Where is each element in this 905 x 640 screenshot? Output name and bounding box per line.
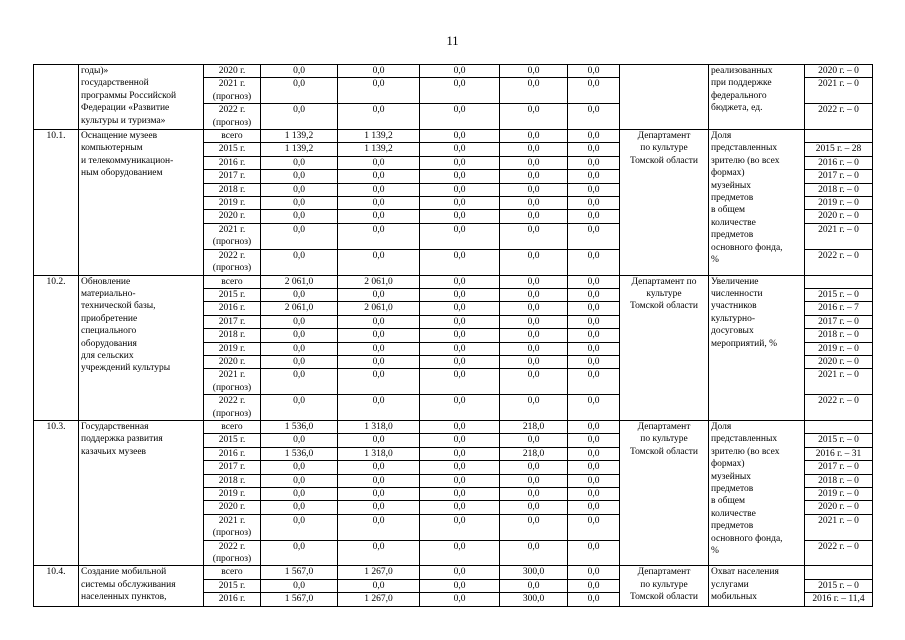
total-value: 0,0 <box>261 223 338 249</box>
other-value: 0,0 <box>568 593 620 606</box>
regional-value: 2 061,0 <box>338 275 420 288</box>
local-value: 0,0 <box>500 170 568 183</box>
local-value: 0,0 <box>500 579 568 592</box>
other-value: 0,0 <box>568 342 620 355</box>
other-value: 0,0 <box>568 369 620 395</box>
local-value: 0,0 <box>500 355 568 368</box>
year-cell: 2017 г. <box>204 315 261 328</box>
local-value: 0,0 <box>500 342 568 355</box>
local-value: 0,0 <box>500 249 568 275</box>
total-value: 0,0 <box>261 78 338 104</box>
indicator-target: 2020 г. – 0 <box>805 501 873 514</box>
year-cell: 2021 г. (прогноз) <box>204 223 261 249</box>
total-value: 0,0 <box>261 249 338 275</box>
total-value: 0,0 <box>261 104 338 130</box>
table-row <box>34 130 873 143</box>
other-value: 0,0 <box>568 355 620 368</box>
total-value: 0,0 <box>261 170 338 183</box>
total-value: 0,0 <box>261 197 338 210</box>
federal-value: 0,0 <box>420 355 500 368</box>
year-cell: 2020 г. <box>204 210 261 223</box>
other-value: 0,0 <box>568 156 620 169</box>
regional-value: 0,0 <box>338 223 420 249</box>
regional-value: 0,0 <box>338 501 420 514</box>
year-cell: 2021 г. (прогноз) <box>204 369 261 395</box>
indicator-target: 2018 г. – 0 <box>805 183 873 196</box>
local-value: 0,0 <box>500 130 568 143</box>
indicator-target: 2019 г. – 0 <box>805 197 873 210</box>
total-value: 0,0 <box>261 474 338 487</box>
indicator-target <box>805 420 873 433</box>
total-value: 0,0 <box>261 395 338 421</box>
local-value: 0,0 <box>500 315 568 328</box>
other-value: 0,0 <box>568 143 620 156</box>
other-value: 0,0 <box>568 302 620 315</box>
federal-value: 0,0 <box>420 369 500 395</box>
other-value: 0,0 <box>568 130 620 143</box>
local-value: 0,0 <box>500 275 568 288</box>
federal-value: 0,0 <box>420 197 500 210</box>
federal-value: 0,0 <box>420 342 500 355</box>
other-value: 0,0 <box>568 315 620 328</box>
other-value: 0,0 <box>568 501 620 514</box>
total-value: 0,0 <box>261 355 338 368</box>
regional-value: 0,0 <box>338 474 420 487</box>
total-value: 0,0 <box>261 501 338 514</box>
section-number <box>34 65 79 130</box>
indicator-target: 2021 г. – 0 <box>805 369 873 395</box>
total-value: 2 061,0 <box>261 302 338 315</box>
section-number: 10.4. <box>34 566 79 606</box>
local-value: 0,0 <box>500 302 568 315</box>
federal-value: 0,0 <box>420 302 500 315</box>
regional-value: 0,0 <box>338 104 420 130</box>
total-value: 1 536,0 <box>261 447 338 460</box>
regional-value: 0,0 <box>338 315 420 328</box>
year-cell: 2021 г. (прогноз) <box>204 514 261 540</box>
indicator-name: Охват населения услугами мобильных <box>709 566 805 606</box>
regional-value: 0,0 <box>338 78 420 104</box>
regional-value: 0,0 <box>338 156 420 169</box>
total-value: 1 536,0 <box>261 420 338 433</box>
total-value: 0,0 <box>261 369 338 395</box>
year-cell: 2016 г. <box>204 156 261 169</box>
year-cell: всего <box>204 566 261 579</box>
regional-value: 1 318,0 <box>338 447 420 460</box>
year-cell: 2018 г. <box>204 474 261 487</box>
year-cell: 2022 г. (прогноз) <box>204 104 261 130</box>
other-value: 0,0 <box>568 566 620 579</box>
regional-value: 0,0 <box>338 369 420 395</box>
other-value: 0,0 <box>568 104 620 130</box>
federal-value: 0,0 <box>420 156 500 169</box>
local-value: 218,0 <box>500 447 568 460</box>
other-value: 0,0 <box>568 447 620 460</box>
indicator-target: 2015 г. – 0 <box>805 579 873 592</box>
total-value: 0,0 <box>261 461 338 474</box>
federal-value: 0,0 <box>420 434 500 447</box>
other-value: 0,0 <box>568 514 620 540</box>
federal-value: 0,0 <box>420 501 500 514</box>
local-value: 0,0 <box>500 329 568 342</box>
federal-value: 0,0 <box>420 488 500 501</box>
table-row <box>34 420 873 433</box>
indicator-target: 2019 г. – 0 <box>805 342 873 355</box>
other-value: 0,0 <box>568 474 620 487</box>
indicator-name: Доля представленных зрителю (во всех формах) музейных предметов в общем количестве предметов основного фонда, % <box>709 420 805 565</box>
year-cell: всего <box>204 275 261 288</box>
other-value: 0,0 <box>568 197 620 210</box>
indicator-target: 2020 г. – 0 <box>805 210 873 223</box>
regional-value: 0,0 <box>338 434 420 447</box>
federal-value: 0,0 <box>420 65 500 78</box>
regional-value: 0,0 <box>338 488 420 501</box>
indicator-target: 2017 г. – 0 <box>805 170 873 183</box>
total-value: 0,0 <box>261 288 338 301</box>
year-cell: 2015 г. <box>204 143 261 156</box>
year-cell: всего <box>204 420 261 433</box>
local-value: 0,0 <box>500 65 568 78</box>
program-table <box>33 64 873 607</box>
regional-value: 1 318,0 <box>338 420 420 433</box>
local-value: 0,0 <box>500 104 568 130</box>
local-value: 0,0 <box>500 143 568 156</box>
local-value: 0,0 <box>500 474 568 487</box>
local-value: 0,0 <box>500 183 568 196</box>
federal-value: 0,0 <box>420 461 500 474</box>
indicator-target: 2016 г. – 0 <box>805 156 873 169</box>
other-value: 0,0 <box>568 275 620 288</box>
indicator-target <box>805 130 873 143</box>
regional-value: 0,0 <box>338 249 420 275</box>
federal-value: 0,0 <box>420 130 500 143</box>
year-cell: 2018 г. <box>204 183 261 196</box>
other-value: 0,0 <box>568 461 620 474</box>
section-number: 10.3. <box>34 420 79 565</box>
indicator-name: Увеличение численности участников культурно- досуговых мероприятий, % <box>709 275 805 420</box>
federal-value: 0,0 <box>420 249 500 275</box>
activity-name: Государственная поддержка развития казачьих музеев <box>79 420 204 565</box>
department: Департамент по культуре Томской области <box>620 130 709 275</box>
federal-value: 0,0 <box>420 315 500 328</box>
year-cell: 2020 г. <box>204 501 261 514</box>
federal-value: 0,0 <box>420 104 500 130</box>
year-cell: 2022 г. (прогноз) <box>204 540 261 566</box>
regional-value: 0,0 <box>338 342 420 355</box>
local-value: 0,0 <box>500 434 568 447</box>
total-value: 1 567,0 <box>261 566 338 579</box>
indicator-target: 2021 г. – 0 <box>805 223 873 249</box>
indicator-target: 2022 г. – 0 <box>805 540 873 566</box>
indicator-name: Доля представленных зрителю (во всех формах) музейных предметов в общем количестве предметов основного фонда, % <box>709 130 805 275</box>
department: Департамент по культуре Томской области <box>620 275 709 420</box>
year-cell: 2019 г. <box>204 488 261 501</box>
regional-value: 0,0 <box>338 288 420 301</box>
indicator-target: 2021 г. – 0 <box>805 514 873 540</box>
federal-value: 0,0 <box>420 420 500 433</box>
local-value: 300,0 <box>500 593 568 606</box>
federal-value: 0,0 <box>420 288 500 301</box>
total-value: 0,0 <box>261 488 338 501</box>
regional-value: 1 267,0 <box>338 566 420 579</box>
other-value: 0,0 <box>568 329 620 342</box>
regional-value: 0,0 <box>338 514 420 540</box>
other-value: 0,0 <box>568 183 620 196</box>
indicator-target: 2017 г. – 0 <box>805 461 873 474</box>
total-value: 0,0 <box>261 579 338 592</box>
department: Департамент по культуре Томской области <box>620 420 709 565</box>
year-cell: всего <box>204 130 261 143</box>
total-value: 1 567,0 <box>261 593 338 606</box>
federal-value: 0,0 <box>420 540 500 566</box>
local-value: 0,0 <box>500 78 568 104</box>
regional-value: 0,0 <box>338 540 420 566</box>
total-value: 2 061,0 <box>261 275 338 288</box>
total-value: 1 139,2 <box>261 130 338 143</box>
local-value: 0,0 <box>500 540 568 566</box>
section-number: 10.1. <box>34 130 79 275</box>
indicator-target: 2022 г. – 0 <box>805 104 873 130</box>
year-cell: 2017 г. <box>204 170 261 183</box>
year-cell: 2015 г. <box>204 579 261 592</box>
regional-value: 0,0 <box>338 461 420 474</box>
federal-value: 0,0 <box>420 474 500 487</box>
activity-name: Создание мобильной системы обслуживания населенных пунктов, <box>79 566 204 606</box>
federal-value: 0,0 <box>420 183 500 196</box>
indicator-target: 2016 г. – 31 <box>805 447 873 460</box>
other-value: 0,0 <box>568 249 620 275</box>
activity-name: Оснащение музеев компьютерным и телекоммуникацион- ным оборудованием <box>79 130 204 275</box>
regional-value: 0,0 <box>338 329 420 342</box>
total-value: 0,0 <box>261 342 338 355</box>
indicator-target: 2017 г. – 0 <box>805 315 873 328</box>
activity-name: Обновление материально- технической базы, приобретение специального оборудования для сельских учреждений культуры <box>79 275 204 420</box>
regional-value: 2 061,0 <box>338 302 420 315</box>
federal-value: 0,0 <box>420 170 500 183</box>
year-cell: 2022 г. (прогноз) <box>204 249 261 275</box>
regional-value: 0,0 <box>338 355 420 368</box>
table-body <box>34 65 873 607</box>
year-cell: 2020 г. <box>204 65 261 78</box>
indicator-target: 2015 г. – 0 <box>805 434 873 447</box>
federal-value: 0,0 <box>420 593 500 606</box>
total-value: 0,0 <box>261 65 338 78</box>
year-cell: 2015 г. <box>204 434 261 447</box>
year-cell: 2021 г. (прогноз) <box>204 78 261 104</box>
indicator-target <box>805 275 873 288</box>
indicator-target: 2020 г. – 0 <box>805 355 873 368</box>
federal-value: 0,0 <box>420 395 500 421</box>
indicator-target: 2019 г. – 0 <box>805 488 873 501</box>
year-cell: 2016 г. <box>204 593 261 606</box>
other-value: 0,0 <box>568 288 620 301</box>
other-value: 0,0 <box>568 420 620 433</box>
table-row <box>34 275 873 288</box>
year-cell: 2016 г. <box>204 447 261 460</box>
local-value: 0,0 <box>500 501 568 514</box>
total-value: 0,0 <box>261 434 338 447</box>
indicator-target: 2018 г. – 0 <box>805 329 873 342</box>
regional-value: 1 139,2 <box>338 130 420 143</box>
total-value: 0,0 <box>261 540 338 566</box>
local-value: 300,0 <box>500 566 568 579</box>
year-cell: 2018 г. <box>204 329 261 342</box>
total-value: 0,0 <box>261 514 338 540</box>
year-cell: 2015 г. <box>204 288 261 301</box>
year-cell: 2017 г. <box>204 461 261 474</box>
indicator-target <box>805 566 873 579</box>
other-value: 0,0 <box>568 65 620 78</box>
other-value: 0,0 <box>568 210 620 223</box>
federal-value: 0,0 <box>420 78 500 104</box>
other-value: 0,0 <box>568 540 620 566</box>
department <box>620 65 709 130</box>
local-value: 0,0 <box>500 210 568 223</box>
regional-value: 1 139,2 <box>338 143 420 156</box>
total-value: 1 139,2 <box>261 143 338 156</box>
year-cell: 2019 г. <box>204 197 261 210</box>
regional-value: 0,0 <box>338 197 420 210</box>
total-value: 0,0 <box>261 210 338 223</box>
year-cell: 2016 г. <box>204 302 261 315</box>
federal-value: 0,0 <box>420 329 500 342</box>
indicator-target: 2022 г. – 0 <box>805 249 873 275</box>
other-value: 0,0 <box>568 223 620 249</box>
local-value: 0,0 <box>500 514 568 540</box>
local-value: 0,0 <box>500 369 568 395</box>
regional-value: 0,0 <box>338 395 420 421</box>
other-value: 0,0 <box>568 395 620 421</box>
table-row <box>34 65 873 78</box>
regional-value: 0,0 <box>338 170 420 183</box>
total-value: 0,0 <box>261 183 338 196</box>
regional-value: 0,0 <box>338 65 420 78</box>
indicator-name: реализованных при поддержке федерального бюджета, ед. <box>709 65 805 130</box>
total-value: 0,0 <box>261 315 338 328</box>
local-value: 218,0 <box>500 420 568 433</box>
federal-value: 0,0 <box>420 143 500 156</box>
indicator-target: 2015 г. – 28 <box>805 143 873 156</box>
page-number: 11 <box>446 34 459 48</box>
local-value: 0,0 <box>500 288 568 301</box>
local-value: 0,0 <box>500 461 568 474</box>
federal-value: 0,0 <box>420 566 500 579</box>
total-value: 0,0 <box>261 156 338 169</box>
local-value: 0,0 <box>500 488 568 501</box>
local-value: 0,0 <box>500 223 568 249</box>
section-number: 10.2. <box>34 275 79 420</box>
indicator-target: 2021 г. – 0 <box>805 78 873 104</box>
local-value: 0,0 <box>500 197 568 210</box>
local-value: 0,0 <box>500 395 568 421</box>
federal-value: 0,0 <box>420 514 500 540</box>
year-cell: 2022 г. (прогноз) <box>204 395 261 421</box>
total-value: 0,0 <box>261 329 338 342</box>
federal-value: 0,0 <box>420 447 500 460</box>
federal-value: 0,0 <box>420 275 500 288</box>
year-cell: 2020 г. <box>204 355 261 368</box>
year-cell: 2019 г. <box>204 342 261 355</box>
indicator-target: 2022 г. – 0 <box>805 395 873 421</box>
other-value: 0,0 <box>568 488 620 501</box>
other-value: 0,0 <box>568 434 620 447</box>
indicator-target: 2015 г. – 0 <box>805 288 873 301</box>
indicator-target: 2016 г. – 7 <box>805 302 873 315</box>
federal-value: 0,0 <box>420 223 500 249</box>
indicator-target: 2016 г. – 11,4 <box>805 593 873 606</box>
indicator-target: 2020 г. – 0 <box>805 65 873 78</box>
activity-name: годы)» государственной программы Российской Федерации «Развитие культуры и туризма» <box>79 65 204 130</box>
other-value: 0,0 <box>568 170 620 183</box>
department: Департамент по культуре Томской области <box>620 566 709 606</box>
indicator-target: 2018 г. – 0 <box>805 474 873 487</box>
federal-value: 0,0 <box>420 210 500 223</box>
federal-value: 0,0 <box>420 579 500 592</box>
table-row <box>34 566 873 579</box>
regional-value: 0,0 <box>338 210 420 223</box>
regional-value: 0,0 <box>338 579 420 592</box>
other-value: 0,0 <box>568 579 620 592</box>
other-value: 0,0 <box>568 78 620 104</box>
regional-value: 1 267,0 <box>338 593 420 606</box>
regional-value: 0,0 <box>338 183 420 196</box>
local-value: 0,0 <box>500 156 568 169</box>
